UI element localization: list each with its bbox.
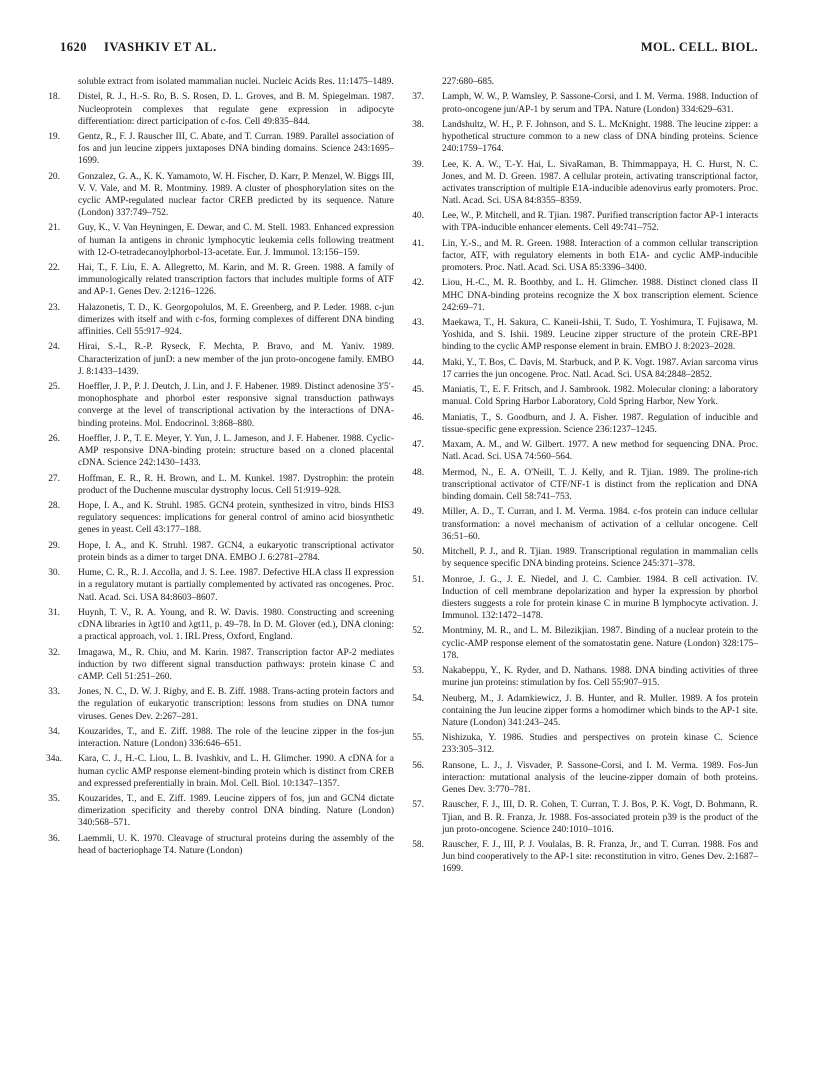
reference-number: 48. xyxy=(412,467,424,478)
reference-entry xyxy=(62,76,394,88)
reference-number: 56. xyxy=(412,760,424,771)
reference-text: Hume, C. R., R. J. Accolla, and J. S. Lee. 1987. Defective HLA class II expression in a regulatory mutant is partially complemented by activated ras oncogenes. Proc. Natl. Acad. Sci. USA 84:8603–8607. xyxy=(78,568,394,603)
reference-text: Hope, I. A., and K. Struhl. 1985. GCN4 protein, synthesized in vitro, binds HIS3 regulatory sequences: implications for general control of amino acid biosynthetic genes in yeast. Cell 43:177–188. xyxy=(78,501,394,536)
reference-text: Neuberg, M., J. Adamkiewicz, J. B. Hunter, and R. Muller. 1989. A fos protein containing the Jun leucine zipper forms a homodimer which binds to the AP-1 site. Nature (London) 341:243–245. xyxy=(442,693,758,728)
reference-text: Halazonetis, T. D., K. Georgopolulos, M. E. Greenberg, and P. Leder. 1988. c-jun dimerizes with itself and with c-fos, forming complexes of different DNA binding affinities. Cell 55:917–924. xyxy=(78,302,394,338)
page-number: 1620 xyxy=(60,40,87,54)
reference-entry xyxy=(48,473,394,497)
reference-text: Mitchell, P. J., and R. Tjian. 1989. Transcriptional regulation in mammalian cells by sequence specific DNA binding proteins. Science 245:371–378. xyxy=(442,547,758,570)
reference-entry xyxy=(412,159,758,208)
page-header xyxy=(58,40,758,56)
reference-number: 37. xyxy=(412,92,424,103)
reference-number: 57. xyxy=(412,800,424,811)
reference-text: Lin, Y.-S., and M. R. Green. 1988. Interaction of a common cellular transcription factor, ATF, with regulatory elements in both E1A- and cyclic AMP-inducible promoters. Proc. Natl. Acad. Sci. USA 85:3396–3400. xyxy=(442,238,758,274)
reference-text: soluble extract from isolated mammalian nuclei. Nucleic Acids Res. 11:1475–1489. xyxy=(78,77,394,87)
reference-number: 43. xyxy=(412,318,424,329)
reference-entry xyxy=(48,222,394,258)
reference-entry xyxy=(48,540,394,564)
reference-entry xyxy=(412,467,758,503)
reference-text: Guy, K., V. Van Heyningen, E. Dewar, and C. M. Stell. 1983. Enhanced expression of human Ia antigens in chronic lymphocytic leukemia cells following treatment with 12-O-tetradecanoylphorbol-13-acetate. Eur. J. Immunol. 13:156–159. xyxy=(78,223,394,258)
running-head-journal: MOL. CELL. BIOL. xyxy=(640,40,758,54)
reference-entry xyxy=(48,793,394,829)
reference-text: Kouzarides, T., and E. Ziff. 1988. The role of the leucine zipper in the fos-jun interaction. Nature (London) 336:646–651. xyxy=(78,726,394,749)
reference-number: 51. xyxy=(412,574,424,585)
reference-text: Miller, A. D., T. Curran, and I. M. Verma. 1984. c-fos protein can induce cellular transformation: a novel mechanism of activation of a cellular oncogene. Cell 36:51–60. xyxy=(442,507,758,542)
reference-text: Lee, W., P. Mitchell, and R. Tjian. 1987. Purified transcription factor AP-1 interacts with TPA-inducible enhancer elements. Cell 49:741–752. xyxy=(442,211,758,234)
reference-text: Gonzalez, G. A., K. K. Yamamoto, W. H. Fischer, D. Karr, P. Menzel, W. Biggs III, V. V. Vale, and M. R. Montminy. 1989. A cluster of phosphorylation sites on the cyclic AMP-regulated nuclear factor CREB predicted by its sequence. Nature (London) 337:749–752. xyxy=(78,171,394,219)
reference-text: Hai, T., F. Liu, E. A. Allegretto, M. Karin, and M. R. Green. 1988. A family of immunologically related transcription factors that includes multiple forms of ATF and AP-1. Genes Dev. 2:1216–1226. xyxy=(78,263,394,298)
reference-text: Lamph, W. W., P. Wamsley, P. Sassone-Corsi, and I. M. Verma. 1988. Induction of proto-oncogene jun/AP-1 by serum and TPA. Nature (London) 334:629–631. xyxy=(442,92,758,115)
reference-text: Nishizuka, Y. 1986. Studies and perspectives on protein kinase C. Science 233:305–312. xyxy=(442,733,758,756)
reference-entry xyxy=(426,76,758,88)
reference-text: Distel, R. J., H.-S. Ro, B. S. Rosen, D. L. Groves, and B. M. Spiegelman. 1987. Nucleoprotein complexes that regulate gene expression in adipocyte differentiation: direct participation of c-fos. Cell 49:835–844. xyxy=(78,92,394,127)
reference-entry xyxy=(48,433,394,469)
reference-entry xyxy=(412,799,758,835)
reference-entry xyxy=(412,839,758,875)
reference-text: Nakabeppu, Y., K. Ryder, and D. Nathans. 1988. DNA binding activities of three murine jun proteins: stimulation by fos. Cell 55:907–915. xyxy=(442,666,758,689)
reference-entry xyxy=(48,91,394,127)
reference-number: 34. xyxy=(48,726,60,737)
reference-number: 52. xyxy=(412,626,424,637)
reference-entry xyxy=(412,760,758,796)
reference-text: Monroe, J. G., J. E. Niedel, and J. C. Cambier. 1984. B cell activation. IV. Induction of cell membrane depolarization and hyper Ia expression by phorbol diesters suggests a role for protein kinase C in murine B lymphocyte activation. J. Immunol. 132:1472–1478. xyxy=(442,574,758,622)
reference-entry xyxy=(48,567,394,603)
reference-entry xyxy=(48,341,394,377)
reference-text: Gentz, R., F. J. Rauscher III, C. Abate, and T. Curran. 1989. Parallel association of fos and jun leucine zippers juxtaposes DNA binding domains. Science 243:1695–1699. xyxy=(78,132,394,167)
reference-number: 20. xyxy=(48,171,60,182)
reference-number: 54. xyxy=(412,693,424,704)
references-left-column xyxy=(46,76,394,860)
reference-entry xyxy=(48,381,394,430)
reference-text: Rauscher, F. J., III, P. J. Voulalas, B. R. Franza, Jr., and T. Curran. 1988. Fos and Jun bind cooperatively to the AP-1 site: reconstitution in vitro. Genes Dev. 2:1687–1699. xyxy=(442,840,758,875)
reference-number: 41. xyxy=(412,238,424,249)
reference-text: Hope, I. A., and K. Struhl. 1987. GCN4, a eukaryotic transcriptional activator protein binds as a dimer to target DNA. EMBO J. 6:2781–2784. xyxy=(78,540,394,563)
reference-number: 26. xyxy=(48,433,60,444)
reference-entry xyxy=(412,693,758,729)
reference-text: Rauscher, F. J., III, D. R. Cohen, T. Curran, T. J. Bos, P. K. Vogt, D. Bohmann, R. Tjian, and B. R. Franza, Jr. 1988. Fos-associated protein p39 is the product of the jun proto-oncogene. Science 240:1010–1016. xyxy=(442,800,758,835)
reference-entry xyxy=(412,384,758,408)
reference-number: 31. xyxy=(48,607,60,618)
reference-number: 18. xyxy=(48,92,60,103)
reference-entry xyxy=(412,238,758,274)
references-right-column xyxy=(412,76,758,879)
reference-number: 39. xyxy=(412,159,424,170)
reference-text: Mermod, N., E. A. O'Neill, T. J. Kelly, and R. Tjian. 1989. The proline-rich transcriptional activator of CTF/NF-1 is distinct from the replication and DNA binding domain. Cell 58:741–753. xyxy=(442,467,758,503)
reference-text: Laemmli, U. K. 1970. Cleavage of structural proteins during the assembly of the head of bacteriophage T4. Nature (London) xyxy=(78,833,394,856)
reference-entry xyxy=(48,833,394,857)
reference-entry xyxy=(412,412,758,436)
reference-entry xyxy=(412,665,758,689)
reference-text: Jones, N. C., D. W. J. Rigby, and E. B. Ziff. 1988. Trans-acting protein factors and the regulation of eukaryotic transcription: lessons from studies on DNA tumor viruses. Genes Dev. 2:267–281. xyxy=(78,687,394,722)
reference-entry xyxy=(412,277,758,313)
reference-number: 19. xyxy=(48,132,60,142)
reference-text: Maki, Y., T. Bos, C. Davis, M. Starbuck, and P. K. Vogt. 1987. Avian sarcoma virus 17 carries the jun oncogene. Proc. Natl. Acad. Sci. USA 84:2848–2852. xyxy=(442,357,758,380)
reference-text: Maxam, A. M., and W. Gilbert. 1977. A new method for sequencing DNA. Proc. Natl. Acad. Sci. USA 74:560–564. xyxy=(442,440,758,463)
reference-entry xyxy=(48,500,394,536)
reference-text: Landshultz, W. H., P. F. Johnson, and S. L. McKnight. 1988. The leucine zipper: a hypothetical structure common to a new class of DNA binding proteins. Science 240:1759–1764. xyxy=(442,119,758,155)
reference-entry xyxy=(412,506,758,542)
reference-entry xyxy=(48,647,394,683)
reference-entry xyxy=(412,357,758,381)
reference-text: Kara, C. J., H.-C. Liou, L. B. Ivashkiv, and L. H. Glimcher. 1990. A cDNA for a human cyclic AMP response element-binding protein which is distinct from CREB and expressed preferentially in brain. Mol. Cell. Biol. 10:1347–1357. xyxy=(78,754,394,789)
reference-number: 58. xyxy=(412,840,424,851)
reference-number: 46. xyxy=(412,412,424,423)
reference-number: 35. xyxy=(48,794,60,804)
reference-number: 53. xyxy=(412,666,424,677)
reference-entry xyxy=(48,171,394,220)
reference-number: 50. xyxy=(412,547,424,558)
reference-entry xyxy=(412,91,758,115)
reference-number: 29. xyxy=(48,540,60,551)
reference-number: 23. xyxy=(48,302,60,313)
reference-number: 40. xyxy=(412,211,424,222)
reference-number: 47. xyxy=(412,440,424,451)
reference-text: Hirai, S.-I., R.-P. Ryseck, F. Mechta, P. Bravo, and M. Yaniv. 1989. Characterization of junD: a new member of the jun proto-oncogene family. EMBO J. 8:1433–1439. xyxy=(78,342,394,377)
reference-number: 27. xyxy=(48,473,60,484)
reference-number: 42. xyxy=(412,278,424,289)
reference-entry xyxy=(412,574,758,623)
reference-entry xyxy=(412,119,758,155)
reference-number: 21. xyxy=(48,223,60,234)
reference-number: 25. xyxy=(48,382,60,393)
reference-entry xyxy=(412,546,758,570)
reference-text: Hoeffler, J. P., T. E. Meyer, Y. Yun, J. L. Jameson, and J. F. Habener. 1988. Cyclic-AMP responsive DNA-binding protein: structure based on a cloned placental cDNA. Science 242:1430–1433. xyxy=(78,433,394,469)
reference-number: 49. xyxy=(412,507,424,518)
reference-text: Montminy, M. R., and L. M. Bilezikjian. 1987. Binding of a nuclear protein to the cyclic-AMP response element of the somatostatin gene. Nature (London) 328:175–178. xyxy=(442,626,758,661)
reference-entry xyxy=(412,317,758,353)
reference-entry xyxy=(46,753,394,789)
reference-text: Liou, H.-C., M. R. Boothby, and L. H. Glimcher. 1988. Distinct cloned class II MHC DNA-binding proteins recognize the X box transcription element. Science 242:69–71. xyxy=(442,278,758,313)
reference-entry xyxy=(412,625,758,661)
reference-text: Imagawa, M., R. Chiu, and M. Karin. 1987. Transcription factor AP-2 mediates induction by two different signal transduction pathways: protein kinase C and cAMP. Cell 51:251–260. xyxy=(78,647,394,682)
reference-entry xyxy=(48,262,394,298)
reference-number: 32. xyxy=(48,647,60,658)
running-head-authors: IVASHKIV ET AL. xyxy=(104,40,217,54)
reference-entry xyxy=(412,210,758,234)
reference-entry xyxy=(48,302,394,338)
reference-number: 55. xyxy=(412,733,424,744)
reference-number: 24. xyxy=(48,342,60,353)
reference-number: 36. xyxy=(48,833,60,844)
reference-text: Lee, K. A. W., T.-Y. Hai, L. SivaRaman, B. Thimmappaya, H. C. Hurst, N. C. Jones, and M. D. Green. 1987. A cellular protein, activating transcriptional factor, activates transcription of multiple E1A-inducible adenovirus early promoters. Proc. Natl. Acad. Sci. USA 84:8355–8359. xyxy=(442,159,758,206)
reference-text: Ransone, L. J., J. Visvader, P. Sassone-Corsi, and I. M. Verma. 1989. Fos-Jun interaction: mutational analysis of the leucine-zipper domain of both proteins. Genes Dev. 3:770–781. xyxy=(442,760,758,796)
reference-entry xyxy=(48,726,394,750)
reference-entry xyxy=(48,131,394,167)
reference-number: 34a. xyxy=(46,754,62,765)
reference-text: Kouzarides, T., and E. Ziff. 1989. Leucine zippers of fos, jun and GCN4 dictate dimerization specificity and thereby control DNA binding. Nature (London) 340:568–571. xyxy=(78,794,394,829)
reference-text: Huynh, T. V., R. A. Young, and R. W. Davis. 1980. Constructing and screening cDNA libraries in λgt10 and λgt11, p. 49–78. In D. M. Glover (ed.), DNA cloning: a practical approach, vol. 1. IRL Press, Oxford, England. xyxy=(78,607,394,643)
reference-entry xyxy=(48,607,394,643)
reference-text: Maniatis, T., S. Goodburn, and J. A. Fisher. 1987. Regulation of inducible and tissue-specific gene expression. Science 236:1237–1245. xyxy=(442,412,758,435)
reference-number: 33. xyxy=(48,687,60,698)
reference-number: 28. xyxy=(48,501,60,512)
reference-number: 30. xyxy=(48,568,60,579)
reference-number: 38. xyxy=(412,119,424,130)
reference-entry xyxy=(412,732,758,756)
reference-entry xyxy=(48,686,394,722)
reference-number: 44. xyxy=(412,357,424,368)
reference-text: Hoffman, E. R., R. H. Brown, and L. M. Kunkel. 1987. Dystrophin: the protein product of the Duchenne muscular dystrophy locus. Cell 51:919–928. xyxy=(78,473,394,496)
reference-text: Maekawa, T., H. Sakura, C. Kaneii-Ishii, T. Sudo, T. Yoshimura, T. Fujisawa, M. Yoshida, and S. Ishii. 1989. Leucine zipper structure of the protein CRE-BP1 binding to the cyclic AMP response element in brain. EMBO J. 8:2023–2028. xyxy=(442,318,758,353)
reference-number: 45. xyxy=(412,385,424,396)
reference-text: 227:680–685. xyxy=(442,77,495,87)
reference-entry xyxy=(412,439,758,463)
reference-number: 22. xyxy=(48,263,60,274)
reference-text: Hoeffler, J. P., P. J. Deutch, J. Lin, and J. F. Habener. 1989. Distinct adenosine 3′5′-monophosphate and phorbol ester responsive signal transduction pathways converge at the level of transcriptional activation by the interactions of DNA-binding proteins. Mol. Endocrinol. 3:868–880. xyxy=(78,382,394,429)
reference-text: Maniatis, T., E. F. Fritsch, and J. Sambrook. 1982. Molecular cloning: a laboratory manual. Cold Spring Harbor Laboratory, Cold Spring Harbor, New York. xyxy=(442,385,758,408)
